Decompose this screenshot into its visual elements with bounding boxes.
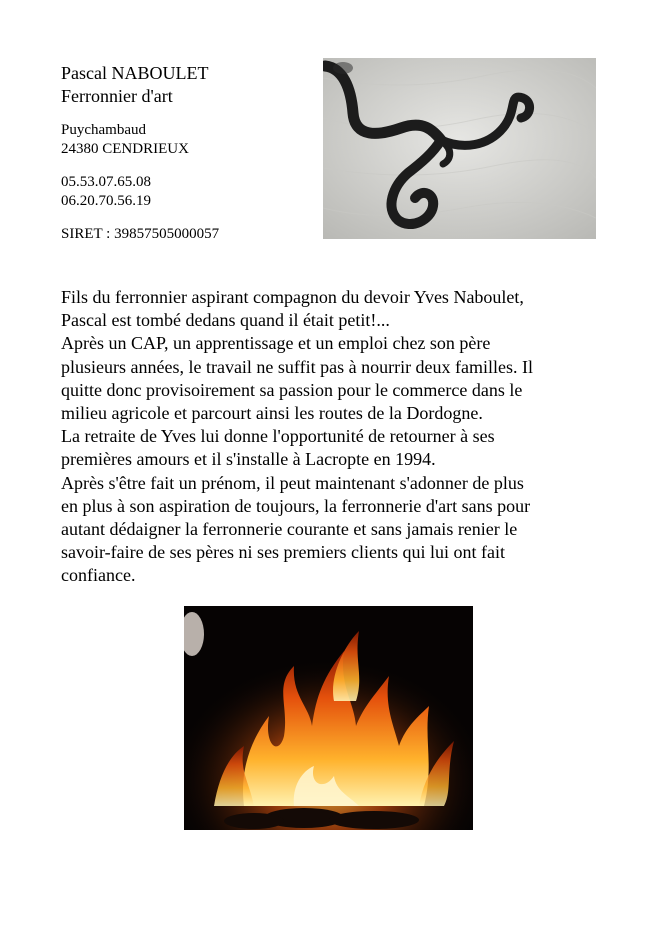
- biography-line: premières amours et il s'installe à Lacropte en 1994.: [61, 449, 436, 470]
- biography-line: Après s'être fait un prénom, il peut maintenant s'adonner de plus: [61, 472, 524, 493]
- biography-line: Pascal est tombé dedans quand il était petit!...: [61, 310, 390, 331]
- biography-line: Fils du ferronnier aspirant compagnon du devoir Yves Naboulet,: [61, 287, 524, 307]
- phone-landline: 05.53.07.65.08: [61, 174, 151, 190]
- address-line-2: 24380 CENDRIEUX: [61, 141, 189, 157]
- biography-line: La retraite de Yves lui donne l'opportunité de retourner à ses: [61, 426, 495, 447]
- address-line-1: Puychambaud: [61, 122, 146, 138]
- biography-line: autant dédaigner la ferronnerie courante et sans jamais renier le: [61, 519, 518, 540]
- phone-block: [61, 173, 151, 211]
- biography-line: confiance.: [61, 565, 136, 586]
- biography-line: Après un CAP, un apprentissage et un emploi chez son père: [61, 333, 491, 354]
- phone-mobile: 06.20.70.56.19: [61, 193, 151, 209]
- wrought-iron-scroll-illustration: [323, 58, 596, 239]
- address-block: [61, 121, 189, 159]
- biography-line: plusieurs années, le travail ne suffit pas à nourrir deux familles. Il: [61, 356, 534, 377]
- forge-fire-photo: [184, 606, 473, 830]
- biography-line: savoir-faire de ses pères ni ses premiers clients qui lui ont fait: [61, 542, 506, 563]
- biography-line: milieu agricole et parcourt ainsi les routes de la Dordogne.: [61, 403, 483, 424]
- artisan-profession: Ferronnier d'art: [61, 86, 173, 106]
- forge-flames-illustration: [184, 606, 473, 830]
- biography-text: [61, 286, 601, 588]
- artisan-name: Pascal NABOULET: [61, 63, 209, 83]
- biography-line: quitte donc provisoirement sa passion pour le commerce dans le: [61, 379, 523, 400]
- contact-header: [61, 62, 208, 108]
- siret-number: SIRET : 39857505000057: [61, 226, 220, 242]
- biography-line: en plus à son aspiration de toujours, la ferronnerie d'art sans pour: [61, 495, 531, 516]
- wrought-iron-photo: [323, 58, 596, 239]
